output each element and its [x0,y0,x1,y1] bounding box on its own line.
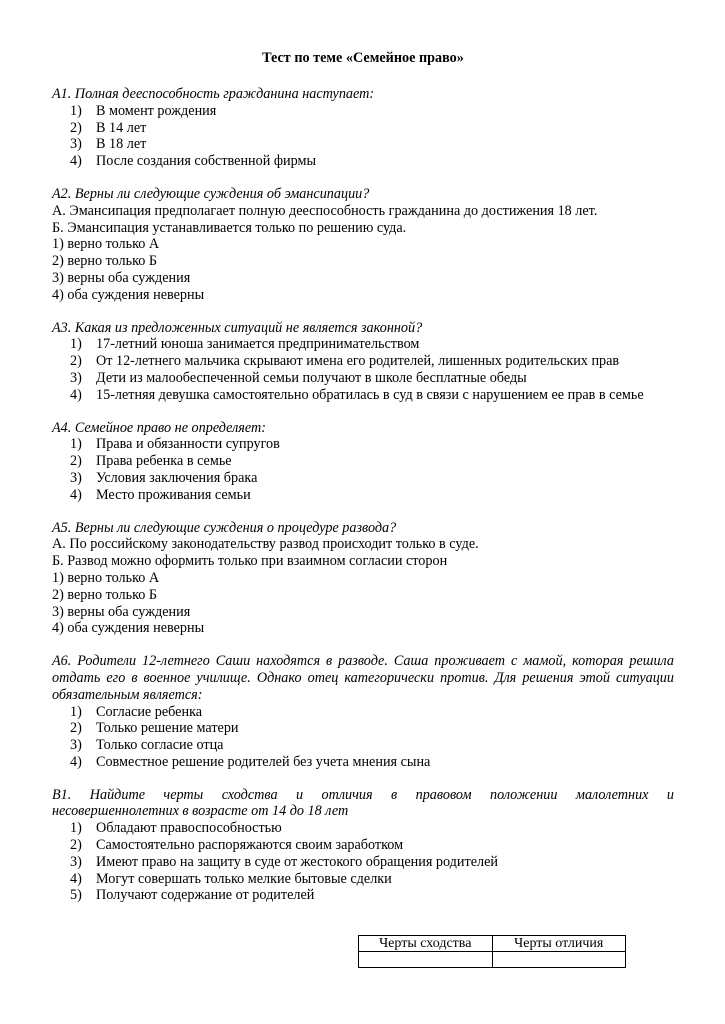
option-item[interactable]: 1) В момент рождения [70,102,217,119]
option-item[interactable]: 4) 15-летняя девушка самостоятельно обратилась в суд в связи с нарушением ее прав в семье [70,386,644,403]
question-a1 [52,86,674,170]
table-header-row [359,935,626,951]
option-item[interactable]: 3) Условия заключения брака [70,469,258,486]
option-item[interactable]: 2) Самостоятельно распоряжаются своим заработком [70,837,404,854]
statement-a: А. По российскому законодательству развод происходит только в суде. [52,536,479,553]
question-b1 [52,786,674,951]
option-item[interactable]: 4) оба суждения неверны [52,286,205,303]
cell-similarities[interactable] [359,951,493,967]
option-item[interactable]: 4) Совместное решение родителей без учета мнения сына [70,753,431,770]
option-item[interactable]: 3) Имеют право на защиту в суде от жестокого обращения родителей [70,853,498,870]
option-item[interactable]: 4) Могут совершать только мелкие бытовые сделки [70,870,392,887]
option-item[interactable]: 1) 17-летний юноша занимается предпринимательством [70,336,420,353]
options-list [52,336,674,403]
question-text-line1: В1. Найдите черты сходства и отличия в правовом положении малолетних и [52,786,674,803]
question-text-line2: несовершеннолетних в возрасте от 14 до 18 лет [52,803,349,820]
question-a2 [52,186,674,304]
statement-b: Б. Эмансипация устанавливается только по решению суда. [52,219,407,236]
header-similarities: Черты сходства [359,935,493,951]
option-item[interactable]: 1) Права и обязанности супругов [70,436,280,453]
question-a4 [52,420,674,504]
option-item[interactable]: 4) После создания собственной фирмы [70,153,317,170]
option-item[interactable]: 3) В 18 лет [70,136,147,153]
option-item[interactable]: 5) Получают содержание от родителей [70,887,315,904]
question-a5 [52,520,674,638]
question-text: А4. Семейное право не определяет: [52,419,266,436]
option-item[interactable]: 4) Место проживания семьи [70,486,251,503]
option-item[interactable]: 2) верно только Б [52,253,158,270]
options-list [52,103,674,170]
table-row [359,951,626,967]
option-item[interactable]: 3) верны оба суждения [52,603,191,620]
test-page [52,50,674,951]
options-list [52,436,674,503]
page-title: Тест по теме «Семейное право» [262,50,464,66]
option-item[interactable]: 2) Права ребенка в семье [70,453,232,470]
option-item[interactable]: 1) верно только А [52,236,160,253]
option-item[interactable]: 1) Обладают правоспособностью [70,820,282,837]
header-differences: Черты отличия [492,935,626,951]
option-item[interactable]: 1) Согласие ребенка [70,703,203,720]
option-item[interactable]: 3) верны оба суждения [52,269,191,286]
statement-b: Б. Развод можно оформить только при взаимном согласии сторон [52,553,448,570]
question-text: А6. Родители 12-летнего Саши находятся в разводе. Саша проживает с мамой, которая решила отдать его в военное училище. Однако отец категорически против. Для решения этой ситуации обязательным является: [52,653,674,703]
question-text: А2. Верны ли следующие суждения об эмансипации? [52,185,370,202]
statement-a: А. Эмансипация предполагает полную дееспособность гражданина до достижения 18 лет. [52,202,598,219]
question-text: А1. Полная дееспособность гражданина наступает: [52,86,375,102]
option-item[interactable]: 3) Только согласие отца [70,737,224,754]
traits-table [358,935,626,968]
option-item[interactable]: 2) Только решение матери [70,720,239,737]
question-a6 [52,653,674,771]
option-item[interactable]: 2) В 14 лет [70,119,147,136]
options-list [52,704,674,771]
question-a3 [52,320,674,404]
option-item[interactable]: 4) оба суждения неверны [52,620,205,637]
options-list [52,820,674,904]
option-item[interactable]: 2) верно только Б [52,586,158,603]
question-text: А3. Какая из предложенных ситуаций не является законной? [52,319,423,336]
option-item[interactable]: 1) верно только А [52,569,160,586]
cell-differences[interactable] [492,951,626,967]
option-item[interactable]: 2) От 12-летнего мальчика скрывают имена его родителей, лишенных родительских прав [70,353,620,370]
option-item[interactable]: 3) Дети из малообеспеченной семьи получают в школе бесплатные обеды [70,369,527,386]
question-text: А5. Верны ли следующие суждения о процедуре развода? [52,519,397,536]
